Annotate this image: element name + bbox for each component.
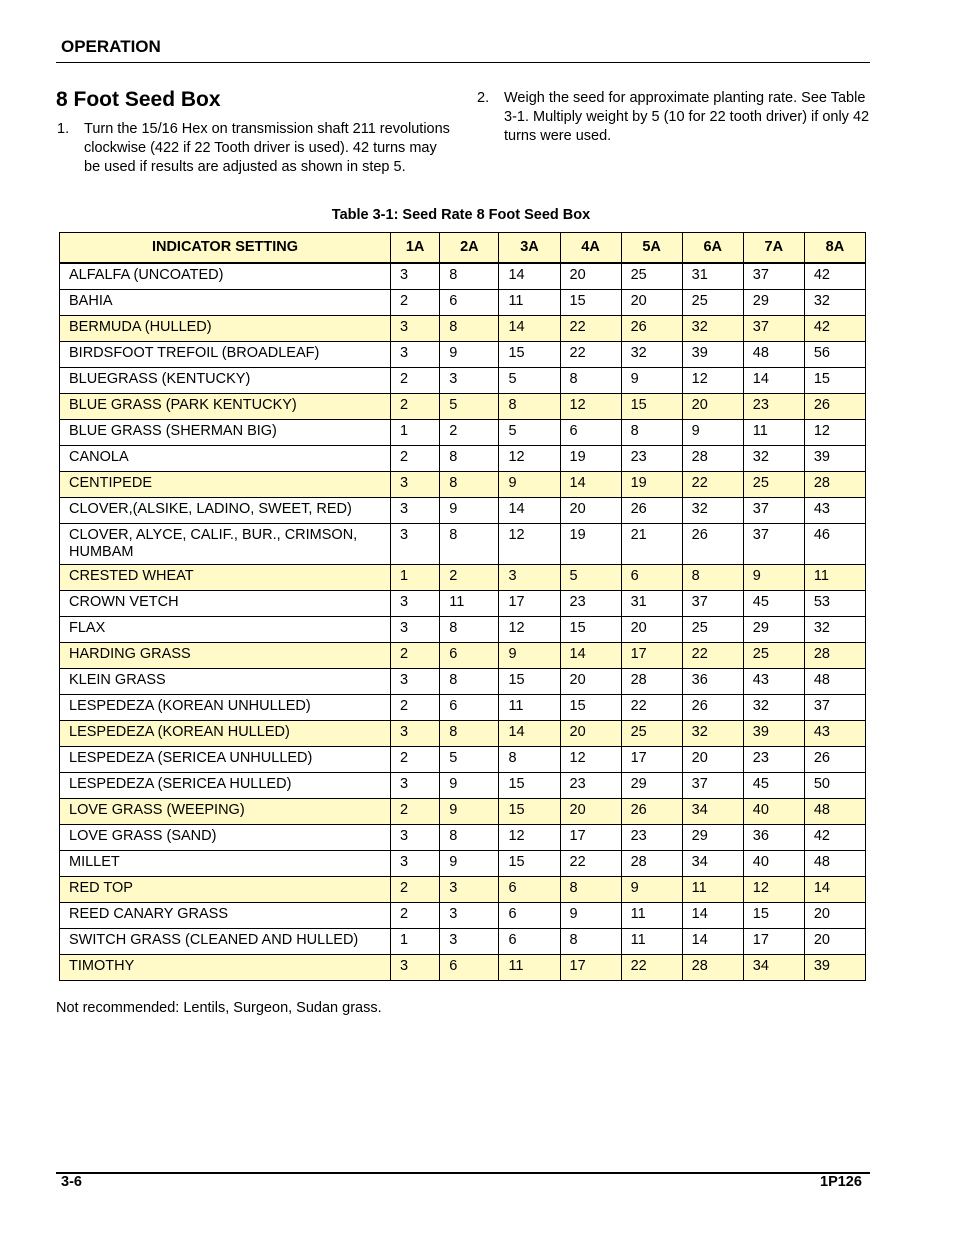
rate-cell: 20 bbox=[621, 290, 682, 316]
seed-name-cell: LESPEDEZA (SERICEA HULLED) bbox=[60, 773, 391, 799]
rate-cell: 26 bbox=[621, 799, 682, 825]
rate-cell: 8 bbox=[440, 721, 499, 747]
rate-cell: 43 bbox=[804, 498, 865, 524]
seed-name-cell: KLEIN GRASS bbox=[60, 669, 391, 695]
rate-cell: 15 bbox=[804, 368, 865, 394]
rate-cell: 32 bbox=[743, 695, 804, 721]
column-header: INDICATOR SETTING bbox=[60, 233, 391, 264]
rate-cell: 48 bbox=[743, 342, 804, 368]
seed-name-cell: ALFALFA (UNCOATED) bbox=[60, 263, 391, 290]
step-2 bbox=[477, 89, 872, 149]
seed-name-cell: CLOVER, ALYCE, CALIF., BUR., CRIMSON, HUMBAM bbox=[60, 524, 391, 565]
table-row bbox=[60, 955, 866, 981]
seed-name-cell: MILLET bbox=[60, 851, 391, 877]
rate-cell: 8 bbox=[440, 316, 499, 342]
rate-cell: 29 bbox=[743, 617, 804, 643]
column-header: 3A bbox=[499, 233, 560, 264]
table-row bbox=[60, 342, 866, 368]
seed-name-cell: CENTIPEDE bbox=[60, 472, 391, 498]
rate-cell: 20 bbox=[804, 903, 865, 929]
rate-cell: 17 bbox=[560, 825, 621, 851]
rate-cell: 34 bbox=[682, 799, 743, 825]
rate-cell: 14 bbox=[682, 929, 743, 955]
rate-cell: 15 bbox=[560, 617, 621, 643]
rate-cell: 3 bbox=[391, 851, 440, 877]
rate-cell: 3 bbox=[391, 617, 440, 643]
rate-cell: 26 bbox=[621, 316, 682, 342]
rate-cell: 12 bbox=[560, 747, 621, 773]
rate-cell: 50 bbox=[804, 773, 865, 799]
rate-cell: 48 bbox=[804, 799, 865, 825]
rate-cell: 2 bbox=[391, 877, 440, 903]
rate-cell: 1 bbox=[391, 420, 440, 446]
rate-cell: 2 bbox=[391, 643, 440, 669]
rate-cell: 11 bbox=[499, 955, 560, 981]
rate-cell: 20 bbox=[560, 669, 621, 695]
rate-cell: 3 bbox=[391, 955, 440, 981]
rate-cell: 37 bbox=[743, 524, 804, 565]
seed-name-cell: FLAX bbox=[60, 617, 391, 643]
rate-cell: 11 bbox=[440, 591, 499, 617]
rate-cell: 12 bbox=[499, 825, 560, 851]
table-header-row bbox=[60, 233, 866, 264]
rate-cell: 2 bbox=[391, 695, 440, 721]
table-row bbox=[60, 498, 866, 524]
rate-cell: 17 bbox=[621, 643, 682, 669]
rate-cell: 9 bbox=[440, 342, 499, 368]
rate-cell: 31 bbox=[682, 263, 743, 290]
rate-cell: 1 bbox=[391, 565, 440, 591]
rate-cell: 56 bbox=[804, 342, 865, 368]
rate-cell: 45 bbox=[743, 773, 804, 799]
rate-cell: 31 bbox=[621, 591, 682, 617]
column-header: 4A bbox=[560, 233, 621, 264]
rate-cell: 9 bbox=[440, 773, 499, 799]
column-header: 7A bbox=[743, 233, 804, 264]
header-rule bbox=[56, 62, 870, 63]
rate-cell: 37 bbox=[682, 773, 743, 799]
rate-cell: 25 bbox=[743, 472, 804, 498]
rate-cell: 5 bbox=[440, 747, 499, 773]
rate-cell: 32 bbox=[682, 316, 743, 342]
rate-cell: 19 bbox=[621, 472, 682, 498]
rate-cell: 5 bbox=[499, 368, 560, 394]
rate-cell: 12 bbox=[499, 446, 560, 472]
table-row bbox=[60, 420, 866, 446]
seed-name-cell: BLUEGRASS (KENTUCKY) bbox=[60, 368, 391, 394]
rate-cell: 8 bbox=[560, 368, 621, 394]
rate-cell: 15 bbox=[499, 773, 560, 799]
rate-cell: 11 bbox=[804, 565, 865, 591]
rate-cell: 3 bbox=[391, 263, 440, 290]
rate-cell: 14 bbox=[499, 316, 560, 342]
rate-cell: 5 bbox=[499, 420, 560, 446]
running-header: OPERATION bbox=[61, 37, 161, 56]
seed-name-cell: BIRDSFOOT TREFOIL (BROADLEAF) bbox=[60, 342, 391, 368]
table-row bbox=[60, 799, 866, 825]
rate-cell: 14 bbox=[560, 643, 621, 669]
rate-cell: 39 bbox=[804, 955, 865, 981]
rate-cell: 19 bbox=[560, 524, 621, 565]
seed-rate-table bbox=[59, 232, 866, 981]
rate-cell: 28 bbox=[621, 851, 682, 877]
rate-cell: 12 bbox=[743, 877, 804, 903]
seed-name-cell: REED CANARY GRASS bbox=[60, 903, 391, 929]
rate-cell: 28 bbox=[621, 669, 682, 695]
rate-cell: 11 bbox=[499, 290, 560, 316]
rate-cell: 6 bbox=[499, 877, 560, 903]
rate-cell: 48 bbox=[804, 851, 865, 877]
rate-cell: 14 bbox=[499, 263, 560, 290]
rate-cell: 32 bbox=[804, 617, 865, 643]
seed-name-cell: LOVE GRASS (WEEPING) bbox=[60, 799, 391, 825]
table-row bbox=[60, 368, 866, 394]
column-header: 5A bbox=[621, 233, 682, 264]
rate-cell: 11 bbox=[682, 877, 743, 903]
seed-name-cell: RED TOP bbox=[60, 877, 391, 903]
table-row bbox=[60, 394, 866, 420]
rate-cell: 15 bbox=[499, 851, 560, 877]
rate-cell: 15 bbox=[499, 799, 560, 825]
rate-cell: 53 bbox=[804, 591, 865, 617]
rate-cell: 28 bbox=[682, 955, 743, 981]
step-text: Turn the 15/16 Hex on transmission shaft 211 revolutions clockwise (422 if 22 Tooth driver is used). 42 turns may be used if results are adjusted as shown in step 5. bbox=[84, 121, 450, 175]
seed-name-cell: BAHIA bbox=[60, 290, 391, 316]
rate-cell: 3 bbox=[391, 721, 440, 747]
rate-cell: 43 bbox=[743, 669, 804, 695]
table-row bbox=[60, 877, 866, 903]
rate-cell: 3 bbox=[440, 368, 499, 394]
table-row bbox=[60, 669, 866, 695]
seed-name-cell: BLUE GRASS (PARK KENTUCKY) bbox=[60, 394, 391, 420]
rate-cell: 3 bbox=[391, 669, 440, 695]
seed-name-cell: LESPEDEZA (KOREAN HULLED) bbox=[60, 721, 391, 747]
rate-cell: 22 bbox=[621, 695, 682, 721]
rate-cell: 22 bbox=[682, 472, 743, 498]
table-row bbox=[60, 591, 866, 617]
rate-cell: 15 bbox=[499, 669, 560, 695]
rate-cell: 8 bbox=[440, 472, 499, 498]
rate-cell: 11 bbox=[621, 929, 682, 955]
rate-cell: 5 bbox=[560, 565, 621, 591]
rate-cell: 37 bbox=[682, 591, 743, 617]
rate-cell: 8 bbox=[621, 420, 682, 446]
seed-name-cell: LESPEDEZA (SERICEA UNHULLED) bbox=[60, 747, 391, 773]
rate-cell: 42 bbox=[804, 316, 865, 342]
seed-name-cell: HARDING GRASS bbox=[60, 643, 391, 669]
rate-cell: 2 bbox=[440, 565, 499, 591]
table-row bbox=[60, 643, 866, 669]
rate-cell: 6 bbox=[499, 929, 560, 955]
column-header: 8A bbox=[804, 233, 865, 264]
rate-cell: 9 bbox=[499, 643, 560, 669]
table-row bbox=[60, 903, 866, 929]
seed-name-cell: CLOVER,(ALSIKE, LADINO, SWEET, RED) bbox=[60, 498, 391, 524]
rate-cell: 29 bbox=[743, 290, 804, 316]
rate-cell: 22 bbox=[560, 851, 621, 877]
rate-cell: 40 bbox=[743, 799, 804, 825]
step-number: 1. bbox=[57, 121, 70, 137]
rate-cell: 3 bbox=[440, 877, 499, 903]
rate-cell: 34 bbox=[682, 851, 743, 877]
column-header: 6A bbox=[682, 233, 743, 264]
section-title: 8 Foot Seed Box bbox=[56, 88, 221, 111]
rate-cell: 3 bbox=[391, 472, 440, 498]
rate-cell: 12 bbox=[499, 617, 560, 643]
rate-cell: 3 bbox=[440, 903, 499, 929]
rate-cell: 37 bbox=[743, 316, 804, 342]
rate-cell: 29 bbox=[682, 825, 743, 851]
table-row bbox=[60, 695, 866, 721]
seed-name-cell: CRESTED WHEAT bbox=[60, 565, 391, 591]
seed-name-cell: SWITCH GRASS (CLEANED AND HULLED) bbox=[60, 929, 391, 955]
rate-cell: 9 bbox=[440, 498, 499, 524]
rate-cell: 14 bbox=[743, 368, 804, 394]
rate-cell: 37 bbox=[743, 498, 804, 524]
rate-cell: 34 bbox=[743, 955, 804, 981]
rate-cell: 9 bbox=[743, 565, 804, 591]
rate-cell: 11 bbox=[499, 695, 560, 721]
rate-cell: 26 bbox=[804, 394, 865, 420]
rate-cell: 42 bbox=[804, 825, 865, 851]
rate-cell: 25 bbox=[682, 617, 743, 643]
rate-cell: 12 bbox=[804, 420, 865, 446]
rate-cell: 20 bbox=[560, 721, 621, 747]
rate-cell: 37 bbox=[804, 695, 865, 721]
table-row bbox=[60, 617, 866, 643]
table-row bbox=[60, 825, 866, 851]
rate-cell: 8 bbox=[440, 446, 499, 472]
step-text: Weigh the seed for approximate planting rate. See Table 3-1. Multiply weight by 5 (10 for 22 tooth driver) if only 42 turns were used. bbox=[504, 90, 870, 144]
rate-cell: 9 bbox=[621, 368, 682, 394]
rate-cell: 23 bbox=[560, 591, 621, 617]
rate-cell: 6 bbox=[621, 565, 682, 591]
rate-cell: 8 bbox=[440, 263, 499, 290]
rate-cell: 22 bbox=[560, 316, 621, 342]
column-header: 2A bbox=[440, 233, 499, 264]
rate-cell: 6 bbox=[499, 903, 560, 929]
rate-cell: 32 bbox=[682, 498, 743, 524]
rate-cell: 28 bbox=[804, 472, 865, 498]
rate-cell: 2 bbox=[391, 290, 440, 316]
rate-cell: 3 bbox=[391, 825, 440, 851]
rate-cell: 3 bbox=[391, 316, 440, 342]
seed-name-cell: LOVE GRASS (SAND) bbox=[60, 825, 391, 851]
rate-cell: 26 bbox=[621, 498, 682, 524]
table-row bbox=[60, 316, 866, 342]
rate-cell: 20 bbox=[682, 747, 743, 773]
rate-cell: 9 bbox=[499, 472, 560, 498]
rate-cell: 28 bbox=[804, 643, 865, 669]
rate-cell: 5 bbox=[440, 394, 499, 420]
rate-cell: 39 bbox=[682, 342, 743, 368]
rate-cell: 8 bbox=[440, 825, 499, 851]
rate-cell: 26 bbox=[804, 747, 865, 773]
rate-cell: 17 bbox=[560, 955, 621, 981]
rate-cell: 20 bbox=[682, 394, 743, 420]
rate-cell: 23 bbox=[621, 446, 682, 472]
rate-cell: 29 bbox=[621, 773, 682, 799]
rate-cell: 14 bbox=[499, 721, 560, 747]
rate-cell: 15 bbox=[560, 695, 621, 721]
rate-cell: 8 bbox=[560, 929, 621, 955]
rate-cell: 12 bbox=[682, 368, 743, 394]
rate-cell: 8 bbox=[499, 394, 560, 420]
rate-cell: 20 bbox=[560, 799, 621, 825]
rate-cell: 8 bbox=[499, 747, 560, 773]
note: Not recommended: Lentils, Surgeon, Sudan grass. bbox=[56, 1000, 382, 1016]
rate-cell: 48 bbox=[804, 669, 865, 695]
rate-cell: 17 bbox=[621, 747, 682, 773]
rate-cell: 20 bbox=[560, 263, 621, 290]
step-number: 2. bbox=[477, 90, 490, 106]
seed-name-cell: BLUE GRASS (SHERMAN BIG) bbox=[60, 420, 391, 446]
rate-cell: 32 bbox=[682, 721, 743, 747]
rate-cell: 17 bbox=[499, 591, 560, 617]
rate-cell: 22 bbox=[682, 643, 743, 669]
rate-cell: 17 bbox=[743, 929, 804, 955]
seed-name-cell: TIMOTHY bbox=[60, 955, 391, 981]
rate-cell: 2 bbox=[391, 368, 440, 394]
rate-cell: 8 bbox=[440, 617, 499, 643]
rate-cell: 2 bbox=[391, 799, 440, 825]
rate-cell: 1 bbox=[391, 929, 440, 955]
seed-name-cell: CROWN VETCH bbox=[60, 591, 391, 617]
rate-cell: 9 bbox=[621, 877, 682, 903]
page-number: 3-6 bbox=[61, 1174, 82, 1190]
rate-cell: 39 bbox=[743, 721, 804, 747]
rate-cell: 14 bbox=[560, 472, 621, 498]
rate-cell: 36 bbox=[743, 825, 804, 851]
rate-cell: 45 bbox=[743, 591, 804, 617]
table-row bbox=[60, 446, 866, 472]
rate-cell: 6 bbox=[560, 420, 621, 446]
rate-cell: 14 bbox=[804, 877, 865, 903]
column-header: 1A bbox=[391, 233, 440, 264]
rate-cell: 32 bbox=[804, 290, 865, 316]
table-row bbox=[60, 290, 866, 316]
rate-cell: 32 bbox=[743, 446, 804, 472]
rate-cell: 3 bbox=[391, 524, 440, 565]
rate-cell: 3 bbox=[499, 565, 560, 591]
rate-cell: 2 bbox=[391, 903, 440, 929]
rate-cell: 8 bbox=[682, 565, 743, 591]
rate-cell: 22 bbox=[560, 342, 621, 368]
rate-cell: 8 bbox=[560, 877, 621, 903]
rate-cell: 26 bbox=[682, 524, 743, 565]
rate-cell: 20 bbox=[560, 498, 621, 524]
footer-rule bbox=[56, 1172, 870, 1174]
rate-cell: 3 bbox=[391, 498, 440, 524]
rate-cell: 3 bbox=[391, 773, 440, 799]
seed-name-cell: CANOLA bbox=[60, 446, 391, 472]
rate-cell: 26 bbox=[682, 695, 743, 721]
rate-cell: 23 bbox=[560, 773, 621, 799]
rate-cell: 2 bbox=[391, 446, 440, 472]
rate-cell: 25 bbox=[621, 263, 682, 290]
rate-cell: 25 bbox=[743, 643, 804, 669]
rate-cell: 11 bbox=[621, 903, 682, 929]
rate-cell: 20 bbox=[804, 929, 865, 955]
rate-cell: 25 bbox=[682, 290, 743, 316]
table-row bbox=[60, 929, 866, 955]
rate-cell: 3 bbox=[391, 591, 440, 617]
rate-cell: 3 bbox=[391, 342, 440, 368]
seed-name-cell: LESPEDEZA (KOREAN UNHULLED) bbox=[60, 695, 391, 721]
rate-cell: 9 bbox=[560, 903, 621, 929]
table-row bbox=[60, 773, 866, 799]
rate-cell: 9 bbox=[682, 420, 743, 446]
rate-cell: 6 bbox=[440, 290, 499, 316]
rate-cell: 23 bbox=[743, 747, 804, 773]
rate-cell: 8 bbox=[440, 524, 499, 565]
rate-cell: 28 bbox=[682, 446, 743, 472]
rate-cell: 9 bbox=[440, 851, 499, 877]
rate-cell: 19 bbox=[560, 446, 621, 472]
seed-name-cell: BERMUDA (HULLED) bbox=[60, 316, 391, 342]
rate-cell: 3 bbox=[440, 929, 499, 955]
rate-cell: 2 bbox=[391, 394, 440, 420]
rate-cell: 21 bbox=[621, 524, 682, 565]
rate-cell: 6 bbox=[440, 695, 499, 721]
rate-cell: 46 bbox=[804, 524, 865, 565]
rate-cell: 14 bbox=[682, 903, 743, 929]
rate-cell: 15 bbox=[560, 290, 621, 316]
table-caption: Table 3-1: Seed Rate 8 Foot Seed Box bbox=[331, 207, 591, 223]
rate-cell: 14 bbox=[499, 498, 560, 524]
rate-cell: 2 bbox=[391, 747, 440, 773]
rate-cell: 39 bbox=[804, 446, 865, 472]
rate-cell: 22 bbox=[621, 955, 682, 981]
rate-cell: 42 bbox=[804, 263, 865, 290]
table-row bbox=[60, 747, 866, 773]
rate-cell: 36 bbox=[682, 669, 743, 695]
document-id: 1P126 bbox=[820, 1174, 862, 1190]
step-1 bbox=[57, 120, 452, 200]
rate-cell: 25 bbox=[621, 721, 682, 747]
rate-cell: 12 bbox=[499, 524, 560, 565]
rate-cell: 43 bbox=[804, 721, 865, 747]
table-row bbox=[60, 851, 866, 877]
rate-cell: 2 bbox=[440, 420, 499, 446]
rate-cell: 32 bbox=[621, 342, 682, 368]
rate-cell: 20 bbox=[621, 617, 682, 643]
table-row bbox=[60, 263, 866, 290]
rate-cell: 6 bbox=[440, 643, 499, 669]
rate-cell: 23 bbox=[621, 825, 682, 851]
rate-cell: 37 bbox=[743, 263, 804, 290]
rate-cell: 12 bbox=[560, 394, 621, 420]
rate-cell: 23 bbox=[743, 394, 804, 420]
rate-cell: 40 bbox=[743, 851, 804, 877]
rate-cell: 6 bbox=[440, 955, 499, 981]
table-row bbox=[60, 565, 866, 591]
rate-cell: 9 bbox=[440, 799, 499, 825]
rate-cell: 8 bbox=[440, 669, 499, 695]
table-row bbox=[60, 721, 866, 747]
table-row bbox=[60, 472, 866, 498]
rate-cell: 15 bbox=[621, 394, 682, 420]
table-row bbox=[60, 524, 866, 565]
rate-cell: 11 bbox=[743, 420, 804, 446]
rate-cell: 15 bbox=[743, 903, 804, 929]
rate-cell: 15 bbox=[499, 342, 560, 368]
